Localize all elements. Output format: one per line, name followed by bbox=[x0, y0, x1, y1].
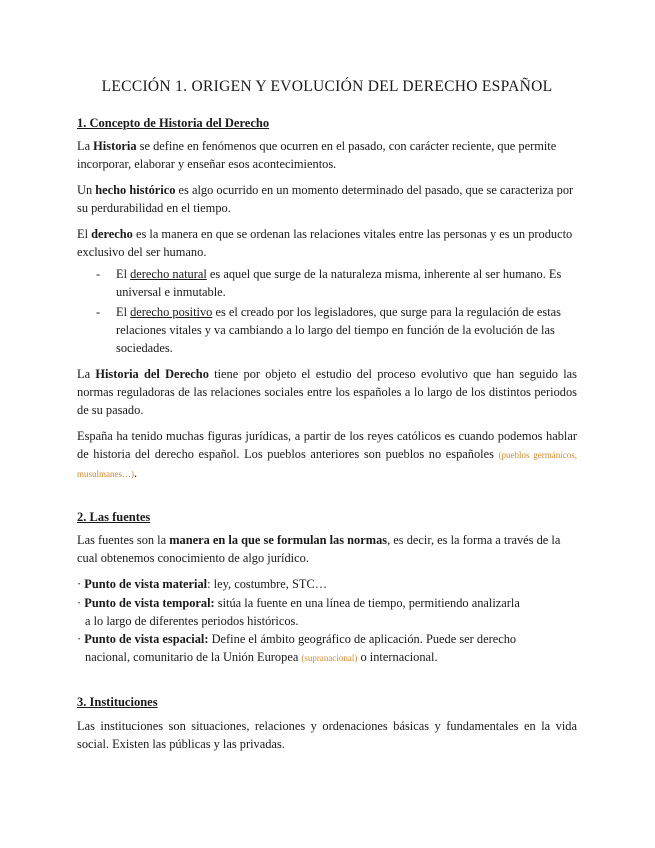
section-heading-fuentes: 2. Las fuentes bbox=[77, 510, 151, 524]
paragraph-fuentes: Las fuentes son la manera en la que se formulan las normas, es decir, es la forma a través de la cual obtenemos conocimiento de algo jurídico. bbox=[77, 533, 561, 565]
paragraph-espana: España ha tenido muchas figuras jurídicas, a partir de los reyes católicos es cuando podemos hablar de historia del derecho español. Los pueblos anteriores son pueblos no españoles (pueblos germánicos, musulmanes…). bbox=[77, 429, 577, 480]
paragraph-hecho-historico: Un hecho histórico es algo ocurrido en un momento determinado del pasado, que se caracteriza por su perdurabilidad en el tiempo. bbox=[77, 183, 574, 215]
list-item: · Punto de vista temporal: sitúa la fuente en una línea de tiempo, permitiendo analizarla a lo largo de diferentes periodos históricos. bbox=[77, 596, 520, 628]
annotation-note: (pueblos germánicos, musulmanes…) bbox=[77, 450, 577, 479]
list-item: · Punto de vista material: ley, costumbre, STC… bbox=[77, 577, 328, 591]
annotation-note: (supranacional) bbox=[301, 653, 358, 663]
list-item: · Punto de vista espacial: Define el ámbito geográfico de aplicación. Puede ser derecho nacional, comunitario de la Unión Europea (supranacional) o internacional. bbox=[77, 632, 517, 664]
paragraph-derecho: El derecho es la manera en que se ordenan las relaciones vitales entre las personas y es un producto exclusivo del ser humano. bbox=[77, 227, 573, 259]
section-heading-instituciones: 3. Instituciones bbox=[77, 695, 158, 709]
paragraph-historia-derecho: La Historia del Derecho tiene por objeto el estudio del proceso evolutivo que han seguido las normas reguladoras de las relaciones sociales entre los españoles a lo largo de los distintos periodos de su pasado. bbox=[77, 367, 577, 417]
section-heading-concepto: 1. Concepto de Historia del Derecho bbox=[77, 116, 270, 130]
paragraph-instituciones: Las instituciones son situaciones, relaciones y ordenaciones básicas y fundamentales en la vida social. Existen las públicas y las privadas. bbox=[77, 719, 577, 751]
page-title: LECCIÓN 1. ORIGEN Y EVOLUCIÓN DEL DERECHO ESPAÑOL bbox=[101, 78, 553, 95]
paragraph-historia: La Historia se define en fenómenos que ocurren en el pasado, con carácter reciente, que permite incorporar, elaborar y enseñar esos acontecimientos. bbox=[77, 139, 557, 171]
